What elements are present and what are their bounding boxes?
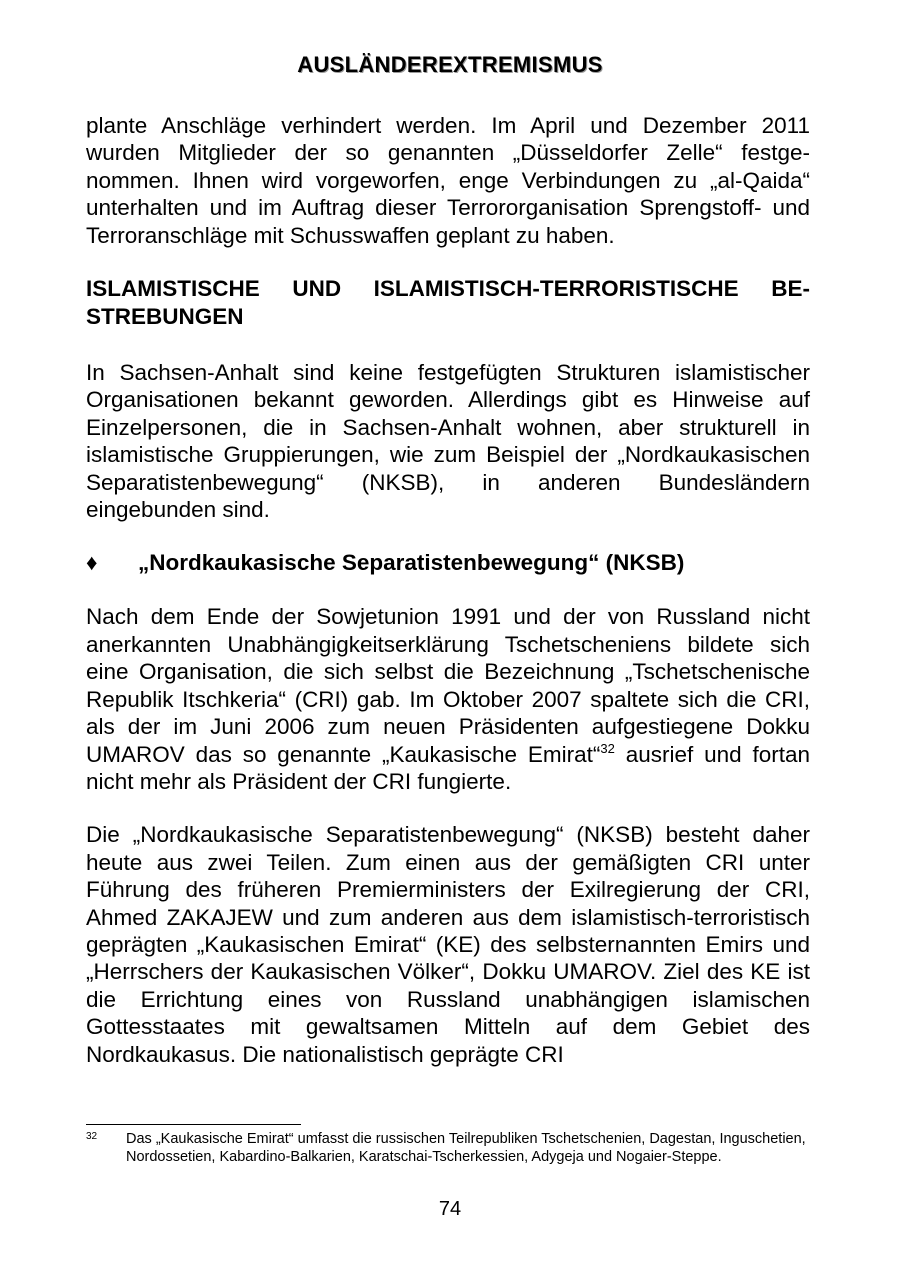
diamond-bullet-icon: ♦	[86, 550, 98, 576]
paragraph-sachsen-anhalt: In Sachsen-Anhalt sind keine festgefügten Strukturen islamistischer Organisationen bekannt geworden. Allerdings gibt es Hinweise auf Einzelpersonen, die in Sachsen-Anhalt wohnen, aber strukturell in islamistische Gruppierungen, wie zum Beispiel der „Nordkaukasischen Separatistenbewegung“ (NKSB), in anderen Bundesländern eingebunden sind.	[86, 360, 810, 523]
footnote	[86, 1131, 810, 1166]
subsection-title: „Nordkaukasische Separatistenbewegung“ (NKSB)	[138, 550, 685, 576]
footnote-text: Das „Kaukasische Emirat“ umfasst die russischen Teilrepubliken Tschetschenien, Dagestan, Inguschetien, Nordossetien, Kabardino-Balkarien, Karatschai-Tscherkessien, Adygeja und Nogaier-Steppe.	[126, 1131, 806, 1165]
paragraph-history	[86, 603, 810, 795]
running-header: AUSLÄNDEREXTREMISMUS	[297, 52, 603, 77]
subsection-heading	[86, 549, 810, 577]
paragraph-nksb-structure: Die „Nordkaukasische Separatistenbewegung“ (NKSB) besteht daher heute aus zwei Teilen. Zum einen aus der gemäßigten CRI unter Führung des früheren Premierministers der Exilregierung der CRI, Ahmed ZAKAJEW und zum anderen aus dem islamistisch-terroristisch geprägten „Kaukasischen Emirat“ (KE) des selbsternannten Emirs und „Herrschers der Kaukasischen Völker“, Dokku UMAROV. Ziel des KE ist die Errichtung eines von Russland unabhängigen islamischen Gottesstaates mit gewaltsamen Mitteln auf dem Gebiet des Nordkaukasus. Die nationalistisch geprägte CRI	[86, 822, 810, 1067]
footnote-divider	[86, 1124, 301, 1125]
footnote-reference[interactable]: 32	[600, 740, 615, 756]
section-heading: ISLAMISTISCHE UND ISLAMISTISCH-TERRORISTISCHE BESTREBUNGEN	[86, 276, 810, 330]
paragraph-intro: plante Anschläge verhindert werden. Im April und Dezember 2011 wurden Mitglieder der so genannten „Düsseldorfer Zelle“ festgenommen. Ihnen wird vorgeworfen, enge Verbindungen zu „al-Qaida“ unterhalten und im Auftrag dieser Terrororganisation Sprengstoff- und Terroranschläge mit Schusswaffen geplant zu haben.	[86, 113, 810, 248]
paragraph-history-text: Nach dem Ende der Sowjetunion 1991 und der von Russland nicht anerkannten Unabhängigkeitserklärung Tschetscheniens bildete sich eine Organisation, die sich selbst die Bezeichnung „Tschetschenische Republik Itschkeria“ (CRI) gab. Im Oktober 2007 spaltete sich die CRI, als der im Juni 2006 zum neuen Präsidenten aufgestiegene Dokku UMAROV das so genannte „Kaukasische Emirat“	[86, 604, 810, 767]
page-number: 74	[438, 1198, 462, 1220]
page-body	[86, 112, 810, 1068]
paragraph-history-tail: ausrief und fortan nicht mehr als Präsident der CRI fungierte.	[86, 741, 810, 794]
footnote-number: 32	[86, 1131, 98, 1142]
